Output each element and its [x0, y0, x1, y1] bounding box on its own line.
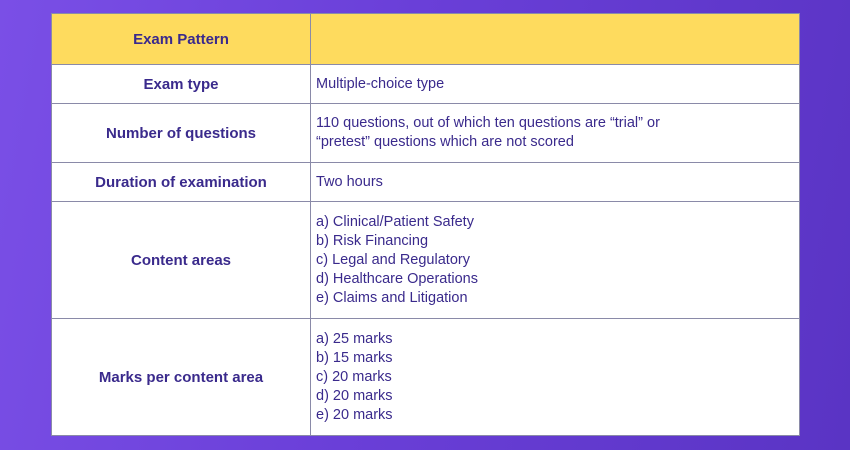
exam-pattern-table: [51, 13, 800, 436]
row-label-duration: Duration of examination: [52, 163, 311, 202]
table-row-number-of-questions: [52, 104, 800, 163]
content-area-item: e) Claims and Litigation: [316, 289, 468, 306]
content-area-item: c) Legal and Regulatory: [316, 251, 470, 268]
marks-item: e) 20 marks: [316, 406, 393, 423]
marks-item: b) 15 marks: [316, 349, 393, 366]
marks-item: a) 25 marks: [316, 330, 393, 347]
content-area-item: b) Risk Financing: [316, 232, 429, 249]
table-row-exam-type: [52, 65, 800, 104]
value-line: 110 questions, out of which ten questions are “trial” or: [316, 115, 660, 131]
table-row-marks-per-content-area: [52, 319, 800, 436]
row-label-exam-type: Exam type: [52, 65, 311, 104]
row-value-number-of-questions: [311, 104, 800, 163]
table-row-content-areas: [52, 202, 800, 319]
value-line: Two hours: [316, 173, 383, 190]
content-area-item: a) Clinical/Patient Safety: [316, 213, 474, 230]
row-value-duration: [311, 163, 800, 202]
row-value-content-areas: [311, 202, 800, 319]
header-empty-cell: [311, 14, 800, 65]
content-area-item: d) Healthcare Operations: [316, 270, 478, 287]
value-line: “pretest” questions which are not scored: [316, 134, 574, 150]
exam-pattern-table-container: [51, 13, 799, 436]
value-line: Multiple-choice type: [316, 75, 445, 92]
table-header-row: [52, 14, 800, 65]
row-label-number-of-questions: Number of questions: [52, 104, 311, 163]
marks-item: d) 20 marks: [316, 387, 393, 404]
row-label-marks-per-content-area: Marks per content area: [52, 319, 311, 436]
row-label-content-areas: Content areas: [52, 202, 311, 319]
header-title: Exam Pattern: [52, 14, 311, 65]
table-row-duration: [52, 163, 800, 202]
row-value-marks-per-content-area: [311, 319, 800, 436]
marks-item: c) 20 marks: [316, 368, 392, 385]
row-value-exam-type: [311, 65, 800, 104]
